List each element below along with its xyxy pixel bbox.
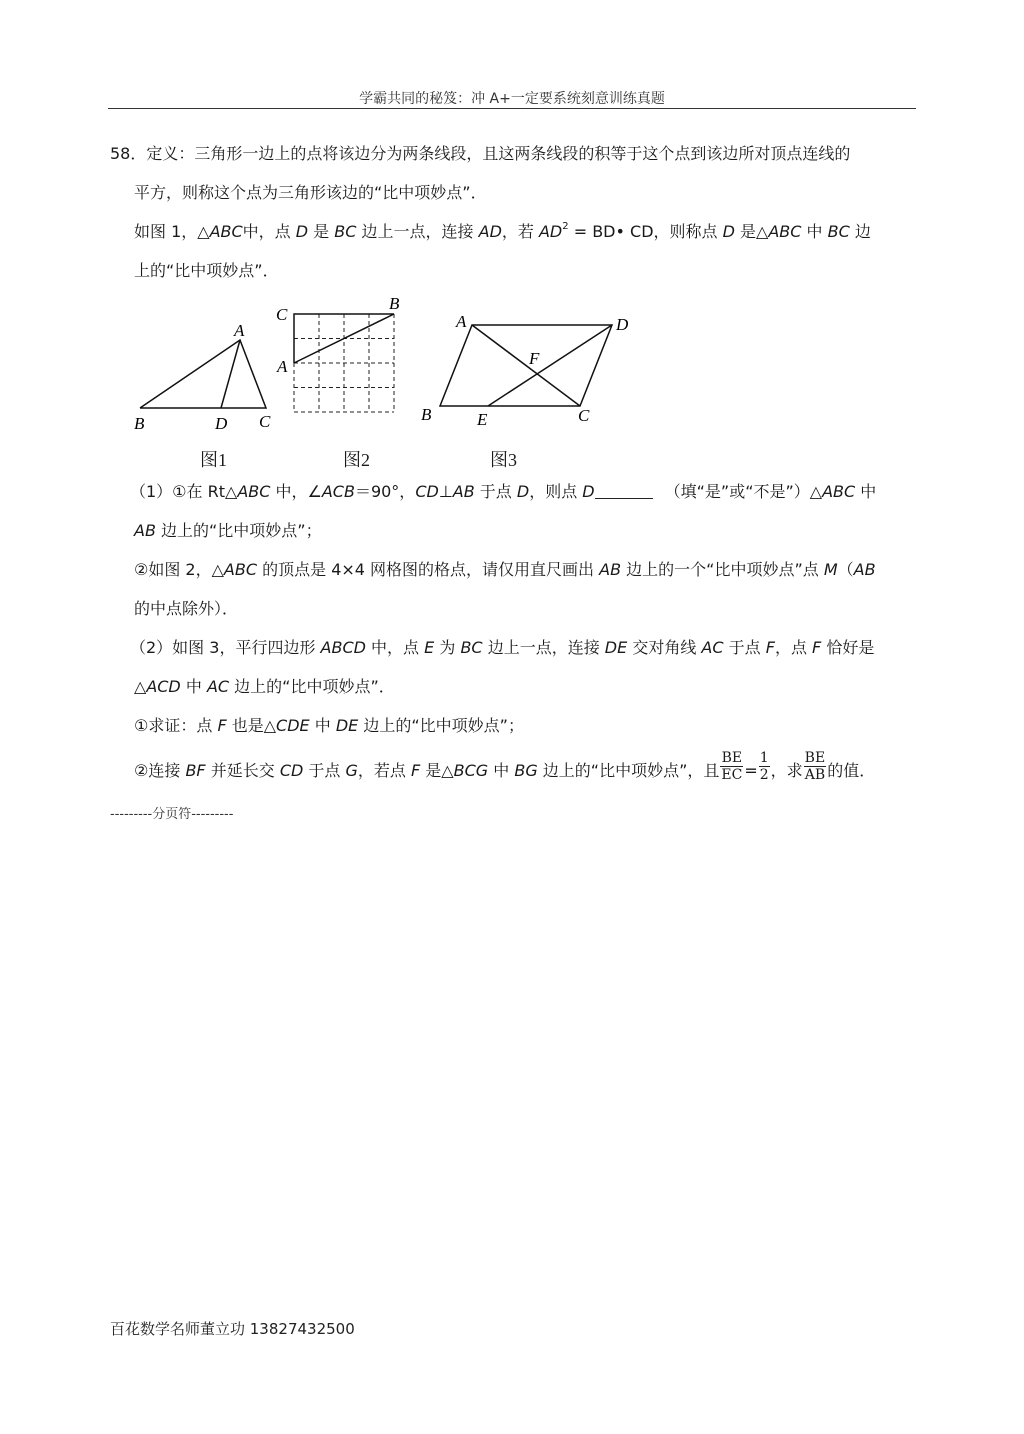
fig3-caption: 图3 [490,450,517,470]
fig3-segment-de [488,325,612,406]
example-line2: 上的“比中项妙点”． [134,261,279,280]
answer-blank[interactable] [595,484,653,499]
fig3-label-b: B [421,405,432,424]
example-line1: 如图 1，△ABC中，点 D 是 BC 边上一点，连接 AD，若 $AD^2$ = BD• CD，则称点 D 是△ABC 中 BC 边 [134,221,871,241]
question-1b-line2: 的中点除外）． [134,599,239,618]
fig2-caption: 图2 [343,450,370,470]
question-2-line1: （2）如图 3，平行四边形 ABCD 中，点 E 为 BC 边上一点，连接 DE 交对角线 AC 于点 F，点 F 恰好是 [130,638,875,657]
fig1-label-b: B [134,414,145,433]
fraction-be-ec: $\frac{BE}{EC}$ [721,750,743,783]
figure-2 [276,294,400,412]
fig3-label-d: D [616,315,629,334]
figure-1 [134,321,271,433]
question-1-line2: AB 边上的“比中项妙点”； [134,521,322,540]
page-footer: 百花数学名师董立功 13827432500 [110,1320,355,1338]
fig3-label-f: F [529,349,540,368]
fig3-label-a: A [456,312,467,331]
header-rule [108,108,916,109]
fig1-label-d: D [215,414,228,433]
figure-3 [421,312,629,429]
fig2-label-c: C [276,305,288,324]
fig2-label-a: A [277,357,288,376]
question-1b-line1: ②如图 2，△ABC 的顶点是 4×4 网格图的格点，请仅用直尺画出 AB 边上的一个“比中项妙点”点 M（AB [134,560,876,579]
definition-text-2: 平方，则称这个点为三角形该边的“比中项妙点”． [134,183,487,202]
question-2a: ①求证：点 F 也是△CDE 中 DE 边上的“比中项妙点”； [134,716,524,735]
question-2-line2: △ACD 中 AC 边上的“比中项妙点”． [134,677,395,696]
fig2-label-b: B [389,294,400,313]
definition-text: ．定义：三角形一边上的点将该边分为两条线段，且这两条线段的积等于这个点到该边所对顶点连线的 [130,144,851,163]
fig1-label-a: A [234,321,245,340]
page-break-marker: ---------分页符--------- [110,807,234,822]
fig3-diagonal-ac [472,325,580,406]
question-1-line1: （1）①在 Rt△ABC 中，∠ACB＝90°，CD⊥AB 于点 D，则点 D （填“是”或“不是”）△ABC 中 [130,482,877,501]
problem-definition-line1 [110,144,850,164]
fraction-half: $\frac{1}{2}$ [759,750,769,783]
question-2b: ②连接 BF 并延长交 CD 于点 G，若点 F 是△BCG 中 BG 边上的“比中项妙点”，且 $\frac{BE}{EC}$ = $\frac{1}{2}$ ，求 $\frac{BE}{AB}$ 的值． [134,750,876,783]
fraction-be-ab: $\frac{BE}{AB}$ [804,750,826,783]
fig2-grid [294,314,394,412]
fig1-caption: 图1 [200,450,227,470]
fig1-triangle [140,340,266,408]
fig3-label-e: E [477,410,488,429]
problem-definition-line2 [134,183,487,203]
fig1-label-c: C [259,412,271,431]
problem-number: 58 [110,144,131,163]
page-header: 学霸共同的秘笈：冲 A+一定要系统刻意训练真题 [359,91,665,107]
fig3-label-c: C [578,406,590,425]
figures-panel [128,290,648,440]
